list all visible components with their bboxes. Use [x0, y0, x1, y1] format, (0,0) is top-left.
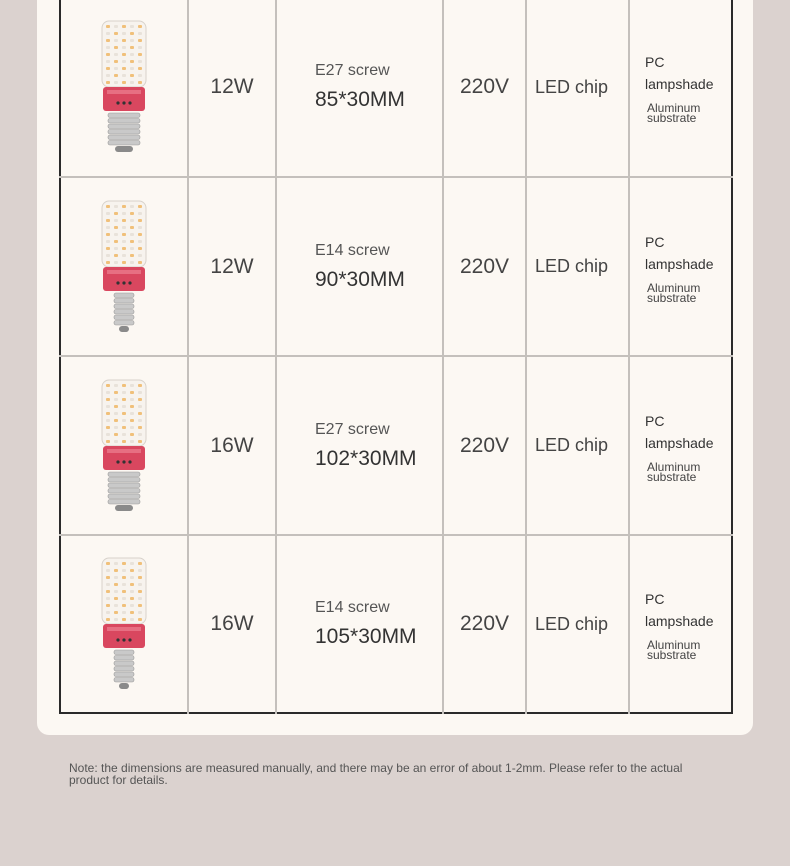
led-corn-bulb-icon	[61, 0, 187, 176]
dimensions: 105*30MM	[315, 625, 417, 648]
base-cell	[276, 535, 443, 713]
voltage-cell: 220V	[443, 0, 526, 177]
power-cell: 16W	[188, 535, 276, 713]
table-row	[60, 0, 732, 177]
bulb-image-cell	[60, 535, 188, 713]
base-type: E14 screw	[315, 599, 390, 616]
material-line: Aluminum substrate	[647, 280, 701, 305]
base-type: E27 screw	[315, 420, 390, 438]
material-line: PC	[645, 591, 665, 607]
material-line: lampshade	[645, 613, 714, 629]
base-type: E27 screw	[315, 62, 390, 79]
voltage-cell: 220V	[443, 356, 526, 535]
dimensions: 102*30MM	[315, 446, 417, 470]
material-cell	[629, 356, 732, 535]
material-line: lampshade	[645, 255, 714, 272]
base-type: E14 screw	[315, 241, 390, 259]
material-line: PC	[645, 233, 665, 250]
material-line: PC	[645, 54, 665, 70]
bulb-image-cell	[60, 356, 188, 535]
material-line: Aluminum substrate	[647, 638, 701, 662]
base-cell	[276, 0, 443, 177]
voltage-cell: 220V	[443, 535, 526, 713]
chip-cell: LED chip	[526, 535, 629, 713]
material-line: lampshade	[645, 434, 714, 451]
chip-cell: LED chip	[526, 356, 629, 535]
led-corn-bulb-icon	[61, 536, 187, 712]
material-cell	[629, 535, 732, 713]
material-line: Aluminum substrate	[647, 101, 701, 125]
table-row	[60, 177, 732, 356]
bulb-image-cell	[60, 0, 188, 177]
base-cell	[276, 356, 443, 535]
chip-cell: LED chip	[526, 177, 629, 356]
dimensions: 85*30MM	[315, 88, 405, 111]
bulb-image-cell	[60, 177, 188, 356]
material-cell	[629, 0, 732, 177]
material-line: lampshade	[645, 76, 714, 92]
spec-table	[59, 0, 733, 714]
led-corn-bulb-icon	[61, 178, 187, 355]
table-row	[60, 535, 732, 713]
material-cell	[629, 177, 732, 356]
chip-cell: LED chip	[526, 0, 629, 177]
material-line: PC	[645, 412, 665, 429]
power-cell: 16W	[188, 356, 276, 535]
power-cell: 12W	[188, 0, 276, 177]
voltage-cell: 220V	[443, 177, 526, 356]
dimensions: 90*30MM	[315, 267, 405, 291]
led-corn-bulb-icon	[61, 357, 187, 534]
base-cell	[276, 177, 443, 356]
power-cell: 12W	[188, 177, 276, 356]
measurement-note: Note: the dimensions are measured manually, and there may be an error of about 1-2mm. Please refer to the actual product for details.	[69, 761, 683, 787]
material-line: Aluminum substrate	[647, 459, 701, 484]
table-row	[60, 356, 732, 535]
